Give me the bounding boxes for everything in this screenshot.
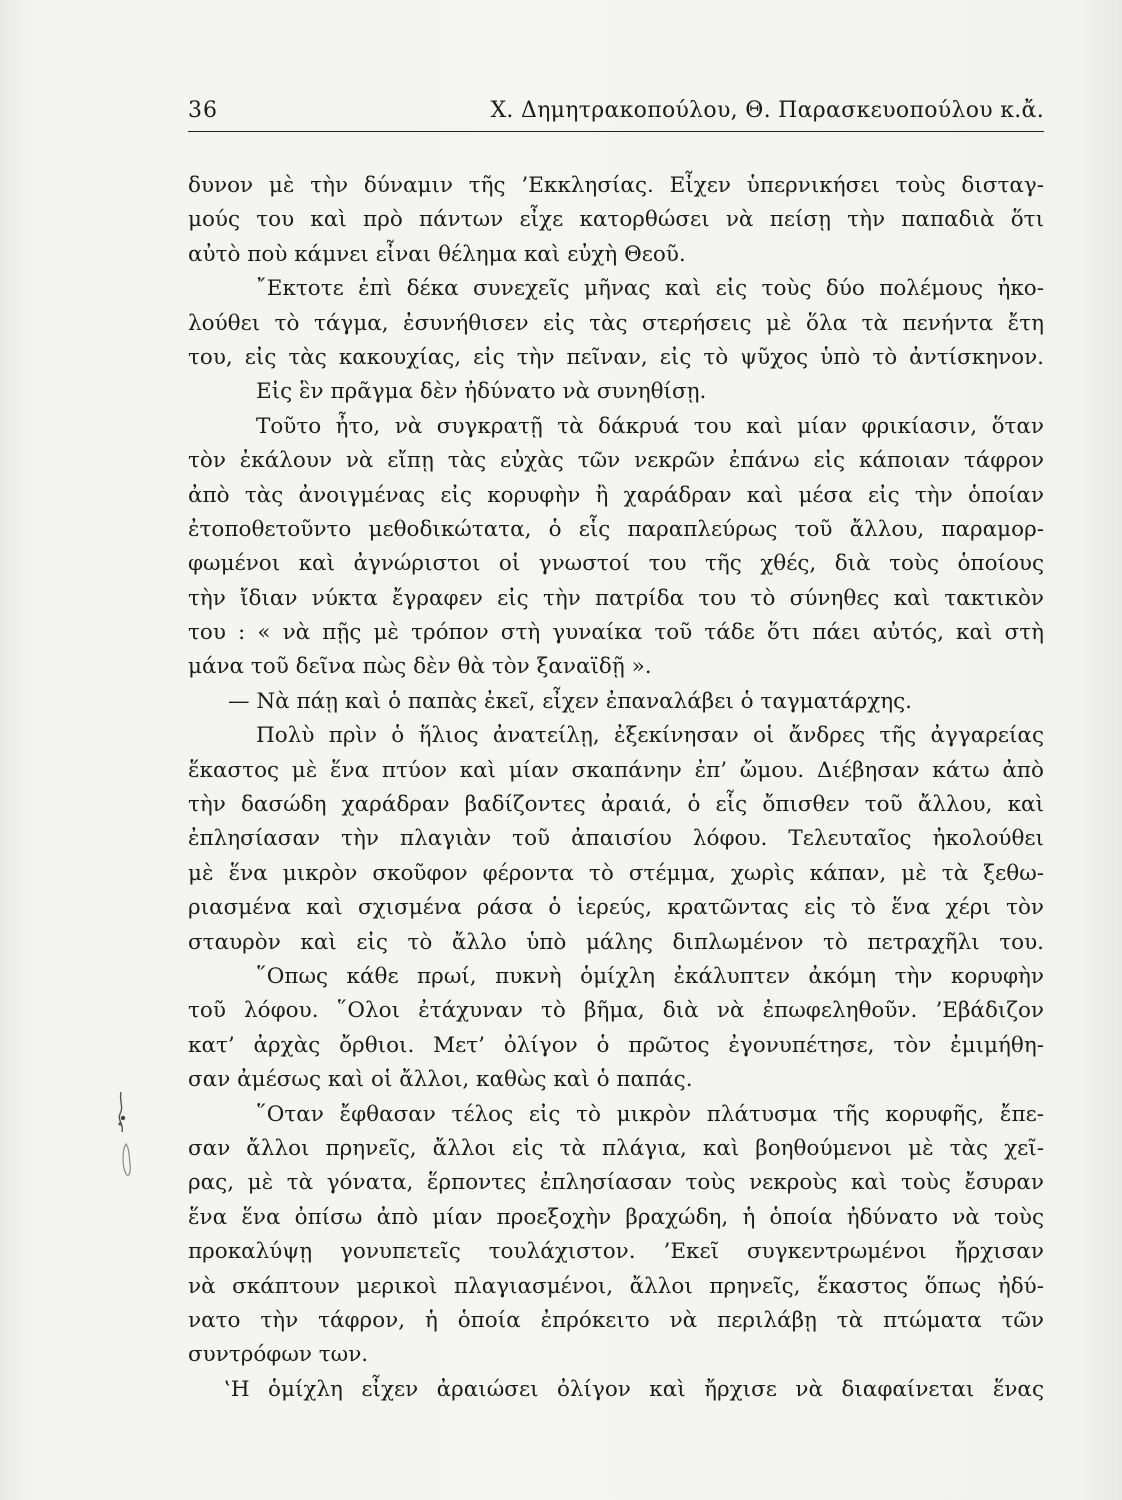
- text-line: ἕκαστος μὲ ἕνα πτύον καὶ μίαν σκαπάνην ἐπ’ ὤμου. Διέβησαν κάτω ἀπὸ: [188, 757, 1044, 783]
- text-line: του, εἰς τὰς κακουχίας, εἰς τὴν πεῖναν, εἰς τὸ ψῦχος ὑπὸ τὸ ἀντίσκηνον.: [188, 344, 1044, 370]
- text-line: σαν ἀμέσως καὶ οἱ ἄλλοι, καθὼς καὶ ὁ παπάς.: [188, 1067, 693, 1093]
- header-rule: [188, 131, 1044, 132]
- text-line: ῞Οταν ἔφθασαν τέλος εἰς τὸ μικρὸν πλάτυσμα τῆς κορυφῆς, ἔπε-: [256, 1101, 1044, 1127]
- text-line: μὲ ἕνα μικρὸν σκοῦφον φέροντα τὸ στέμμα, χωρὶς κάπαν, μὲ τὰ ξεθω-: [188, 860, 1044, 886]
- text-line: σαν ἄλλοι πρηνεῖς, ἄλλοι εἰς τὰ πλάγια, καὶ βοηθούμενοι μὲ τὰς χεῖ-: [188, 1135, 1044, 1161]
- text-line: τὸν ἐκάλουν νὰ εἴπῃ τὰς εὐχὰς τῶν νεκρῶν ἐπάνω εἰς κάποιαν τάφρον: [188, 448, 1044, 474]
- text-line: συντρόφων των.: [188, 1342, 369, 1368]
- text-line: κατ’ ἀρχὰς ὄρθιοι. Μετ’ ὀλίγον ὁ πρῶτος ἐγονυπέτησε, τὸν ἐμιμήθη-: [188, 1032, 1044, 1058]
- body-text: [188, 169, 1044, 1407]
- text-line: δυνον μὲ τὴν δύναμιν τῆς ’Εκκλησίας. Εἶχεν ὑπερνικήσει τοὺς δισταγ-: [188, 173, 1044, 198]
- text-line: προκαλύψῃ γονυπετεῖς τουλάχιστον. ’Εκεῖ συγκεντρωμένοι ἤρχισαν: [188, 1239, 1044, 1265]
- text-line: ἐπλησίασαν τὴν πλαγιὰν τοῦ ἀπαισίου λόφου. Τελευταῖος ἠκολούθει: [188, 826, 1044, 852]
- text-line: τὴν ἴδιαν νύκτα ἔγραφεν εἰς τὴν πατρίδα του τὸ σύνηθες καὶ τακτικὸν: [188, 585, 1044, 611]
- text-line: ‛Η ὁμίχλη εἶχεν ἀραιώσει ὀλίγον καὶ ἤρχισε νὰ διαφαίνεται ἕνας: [224, 1376, 1044, 1402]
- text-line: φωμένοι καὶ ἀγνώριστοι οἱ γνωστοί του τῆς χθές, διὰ τοὺς ὁποίους: [188, 551, 1044, 577]
- text-line: Εἰς ἓν πρᾶγμα δὲν ἠδύνατο νὰ συνηθίσῃ.: [256, 379, 707, 405]
- text-line: σταυρὸν καὶ εἰς τὸ ἄλλο ὑπὸ μάλης διπλωμένον τὸ πετραχῆλι του.: [188, 929, 1044, 955]
- text-line: λούθει τὸ τάγμα, ἐσυνήθισεν εἰς τὰς στερήσεις μὲ ὅλα τὰ πενήντα ἔτη: [188, 310, 1044, 336]
- text-line: — Νὰ πάῃ καὶ ὁ παπὰς ἐκεῖ, εἶχεν ἐπαναλάβει ὁ ταγματάρχης.: [228, 688, 913, 714]
- margin-ink-mark: [112, 1088, 138, 1188]
- text-line: ῎Εκτοτε ἐπὶ δέκα συνεχεῖς μῆνας καὶ εἰς τοὺς δύο πολέμους ἠκο-: [256, 276, 1044, 302]
- running-head: Χ. Δημητρακοπούλου, Θ. Παρασκευοπούλου κ.ἄ.: [490, 98, 1044, 123]
- text-line: ἐτοποθετοῦντο μεθοδικώτατα, ὁ εἷς παραπλεύρως τοῦ ἄλλου, παραμορ-: [188, 516, 1044, 542]
- text-line: τὴν δασώδη χαράδραν βαδίζοντες ἀραιά, ὁ εἷς ὄπισθεν τοῦ ἄλλου, καὶ: [188, 792, 1044, 818]
- text-line: Πολὺ πρὶν ὁ ἥλιος ἀνατείλῃ, ἐξεκίνησαν οἱ ἄνδρες τῆς ἀγγαρείας: [256, 723, 1044, 749]
- text-line: αὐτὸ ποὺ κάμνει εἶναι θέλημα καὶ εὐχὴ Θεοῦ.: [188, 241, 686, 267]
- text-line: ἕνα ἕνα ὀπίσω ἀπὸ μίαν προεξοχὴν βραχώδη, ἡ ὁποία ἠδύνατο νὰ τοὺς: [188, 1204, 1044, 1230]
- page-number: 36: [188, 98, 218, 123]
- text-line: τοῦ λόφου. ῞Ολοι ἐτάχυναν τὸ βῆμα, διὰ νὰ ἐπωφεληθοῦν. ’Εβάδιζον: [188, 998, 1044, 1024]
- text-line: ἀπὸ τὰς ἀνοιγμένας εἰς κορυφὴν ἢ χαράδραν καὶ μέσα εἰς τὴν ὁποίαν: [188, 482, 1044, 508]
- text-line: μούς του καὶ πρὸ πάντων εἶχε κατορθώσει νὰ πείσῃ τὴν παπαδιὰ ὅτι: [188, 207, 1044, 233]
- text-line: νατο τὴν τάφρον, ἡ ὁποία ἐπρόκειτο νὰ περιλάβῃ τὰ πτώματα τῶν: [188, 1307, 1044, 1333]
- text-line: μάνα τοῦ δεῖνα πὼς δὲν θὰ τὸν ξαναϊδῇ ».: [188, 654, 652, 680]
- text-line: ῞Οπως κάθε πρωί, πυκνὴ ὁμίχλη ἐκάλυπτεν ἀκόμη τὴν κορυφὴν: [256, 963, 1044, 989]
- text-line: Τοῦτο ἦτο, νὰ συγκρατῇ τὰ δάκρυά του καὶ μίαν φρικίασιν, ὅταν: [256, 413, 1044, 439]
- text-line: του : « νὰ πῇς μὲ τρόπον στὴ γυναίκα τοῦ τάδε ὅτι πάει αὐτός, καὶ στὴ: [188, 620, 1044, 646]
- text-line: ρας, μὲ τὰ γόνατα, ἕρποντες ἐπλησίασαν τοὺς νεκροὺς καὶ τοὺς ἔσυραν: [188, 1170, 1044, 1196]
- text-line: νὰ σκάπτουν μερικοὶ πλαγιασμένοι, ἄλλοι πρηνεῖς, ἕκαστος ὅπως ἠδύ-: [188, 1273, 1044, 1299]
- text-line: ριασμένα καὶ σχισμένα ράσα ὁ ἱερεύς, κρατῶντας εἰς τὸ ἕνα χέρι τὸν: [188, 895, 1044, 921]
- page-header: [188, 98, 1044, 134]
